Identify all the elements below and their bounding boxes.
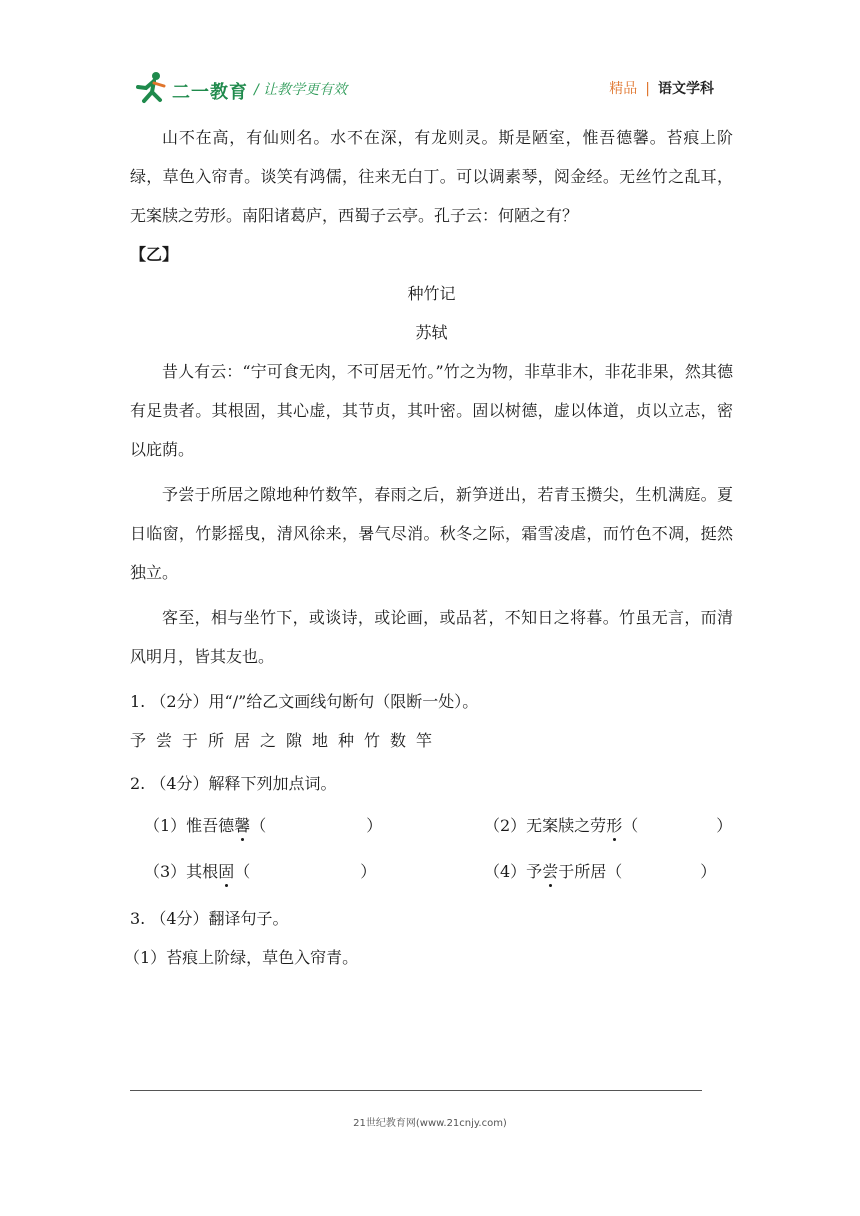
document-body: [124, 118, 733, 977]
question-1-sentence: 予尝于所居之隙地种竹数竿: [130, 731, 443, 750]
page-header: [134, 68, 714, 104]
passage-author: 苏轼: [415, 323, 448, 342]
subject-label: 语文学科: [658, 81, 714, 97]
passage-a: 山不在高，有仙则名。水不在深，有龙则灵。斯是陋室，惟吾德馨。苔痕上阶绿，草色入帘青。谈笑有鸿儒，往来无白丁。可以调素琴，阅金经。无丝竹之乱耳，无案牍之劳形。南阳诸葛庐，西蜀子云亭。孔子云：何陋之有？: [130, 128, 733, 225]
question-3: 3. （4分）翻译句子。: [130, 909, 289, 928]
question-1: 1. （2分）用“/”给乙文画线句断句（限断一处）。: [130, 692, 479, 711]
question-2-item-1: （1）惟吾德馨（ ）: [144, 816, 383, 835]
quality-label: 精品: [609, 81, 638, 97]
footer-divider: [130, 1090, 702, 1091]
question-2-item-2: （2）无案牍之劳形（ ）: [484, 816, 733, 835]
paragraph: 客至，相与坐竹下，或谈诗，或论画，或品茗，不知日之将暮。竹虽无言，而清风明月，皆其友也。: [130, 608, 733, 666]
brand-slogan: / 让教学更有效: [254, 82, 348, 98]
section-b-label: 【乙】: [130, 245, 179, 264]
running-figure-logo-icon: [134, 70, 168, 104]
question-2-row: [130, 849, 733, 895]
paragraph: 昔人有云：“宁可食无肉，不可居无竹。”竹之为物，非草非木，非花非果，然其德有足贵者。其根固，其心虚，其节贞，其叶密。固以树德，虚以体道，贞以立志，密以庇荫。: [130, 362, 733, 459]
subject-tag: [609, 78, 714, 98]
question-2-item-3: （3）其根固（ ）: [144, 862, 377, 881]
question-3-sub-1: （1）苔痕上阶绿，草色入帘青。: [124, 948, 359, 967]
brand-name: 二一教育: [172, 82, 248, 103]
question-2: 2. （4分）解释下列加点词。: [130, 774, 337, 793]
passage-title: 种竹记: [407, 284, 456, 303]
tag-divider: |: [645, 81, 650, 97]
footer-text: 21世纪教育网(www.21cnjy.com): [353, 1118, 507, 1129]
paragraph: 予尝于所居之隙地种竹数竿，春雨之后，新笋迸出，若青玉攒尖，生机满庭。夏日临窗，竹影摇曳，清风徐来，暑气尽消。秋冬之际，霜雪凌虐，而竹色不凋，挺然独立。: [130, 485, 733, 582]
question-2-item-4: （4）予尝于所居（ ）: [484, 862, 717, 881]
question-2-row: [130, 803, 733, 849]
